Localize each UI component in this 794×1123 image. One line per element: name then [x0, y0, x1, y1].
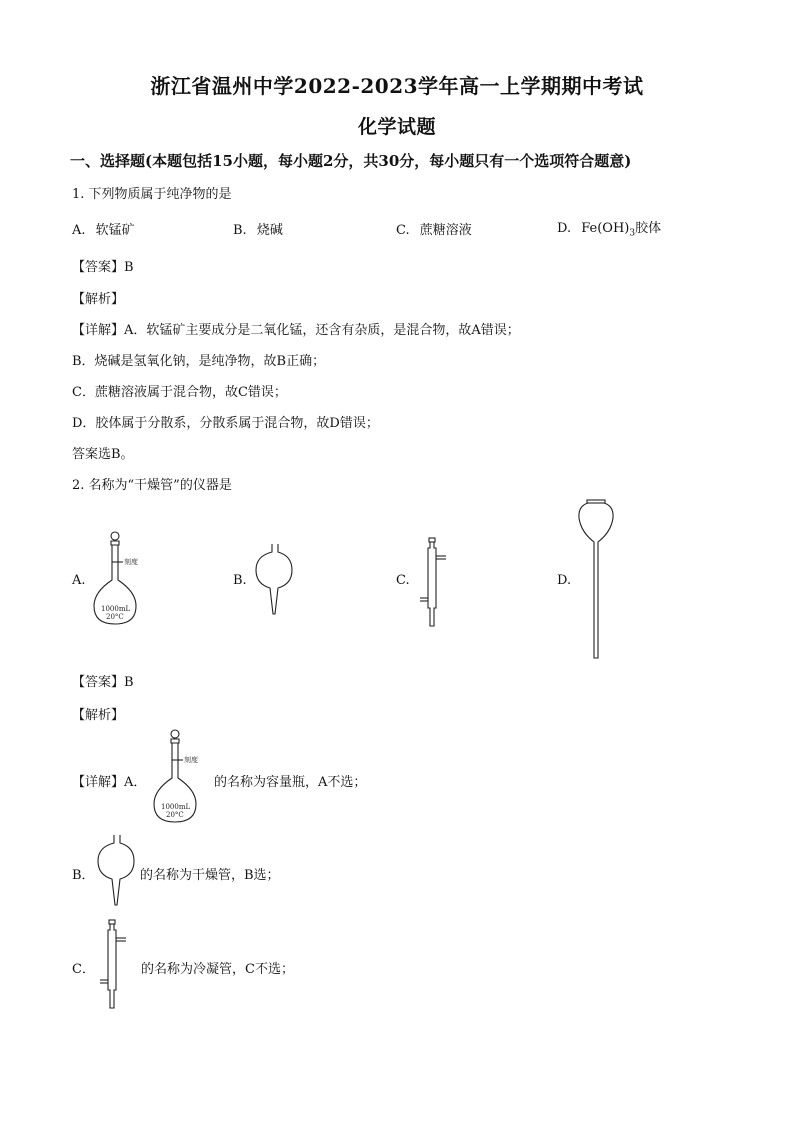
q1-option-b — [233, 219, 283, 238]
q1-detail-line: 【详解】A．软锰矿主要成分是二氧化锰，还含有杂质，是混合物，故A错误； — [72, 323, 520, 338]
flask-mark-label: 刻度 — [124, 558, 138, 566]
q1-option-a — [72, 219, 135, 238]
q2-detail-a-prefix: 【详解】A． — [72, 775, 147, 790]
option-letter: A. — [72, 223, 86, 238]
q2-option-d-letter: D. — [557, 573, 572, 588]
section-heading: 一、选择题(本题包括15小题，每小题2分，共30分，每小题只有一个选项符合题意) — [70, 152, 632, 170]
formula: Fe(OH) — [581, 221, 630, 236]
q2-option-b-letter: B. — [233, 573, 247, 588]
q1-detail-line: C．蔗糖溶液属于混合物，故C错误； — [72, 385, 287, 400]
q2-detail-a-suffix: 的名称为容量瓶，A不选； — [214, 775, 367, 790]
page-subtitle: 化学试题 — [357, 116, 436, 138]
q1-detail-line: B．烧碱是氢氧化钠，是纯净物，故B正确； — [72, 354, 326, 369]
q1-detail-line: 答案选B。 — [72, 447, 134, 462]
q2-detail-c-prefix: C． — [72, 962, 95, 977]
option-text: 软锰矿 — [95, 223, 135, 238]
drying-tube-icon — [252, 542, 302, 617]
q2-detail-b-prefix: B． — [72, 868, 95, 883]
flask-temp-label: 20°C — [166, 811, 184, 819]
volumetric-flask-icon — [150, 728, 210, 828]
q1-detail-line: D．胶体属于分散系，分散系属于混合物，故D错误； — [72, 416, 379, 431]
formula-subscript: 3 — [629, 228, 636, 239]
option-text: 蔗糖溶液 — [419, 223, 472, 238]
long-neck-funnel-icon — [575, 498, 620, 663]
volumetric-flask-icon — [90, 530, 150, 630]
option-letter: D. — [557, 221, 572, 236]
q1-analysis-label: 【解析】 — [72, 292, 125, 307]
flask-mark-label: 刻度 — [184, 756, 198, 764]
condenser-icon — [418, 536, 458, 631]
page-title: 浙江省温州中学2022-2023学年高一上学期期中考试 — [150, 74, 644, 98]
q1-option-d — [557, 217, 661, 239]
condenser-icon — [98, 918, 138, 1013]
option-letter: C. — [396, 223, 410, 238]
q2-answer: 【答案】B — [72, 675, 134, 690]
q2-option-c-letter: C. — [396, 573, 410, 588]
q2-detail-c-suffix: 的名称为冷凝管，C不选； — [141, 962, 294, 977]
q2-analysis-label: 【解析】 — [72, 708, 125, 723]
option-text: 烧碱 — [256, 223, 283, 238]
drying-tube-icon — [94, 833, 144, 908]
question-1-stem: 1. 下列物质属于纯净物的是 — [72, 187, 232, 202]
flask-volume-label: 1000mL — [161, 803, 191, 811]
flask-temp-label: 20°C — [106, 613, 124, 621]
q2-option-a-letter: A. — [72, 573, 86, 588]
option-text-tail: 胶体 — [635, 221, 662, 236]
q1-answer: 【答案】B — [72, 260, 134, 275]
flask-volume-label: 1000mL — [101, 605, 131, 613]
q1-option-c — [396, 219, 472, 238]
q2-detail-b-suffix: 的名称为干燥管，B选； — [140, 868, 280, 883]
question-2-stem: 2. 名称为“干燥管”的仪器是 — [72, 478, 232, 493]
option-text — [581, 221, 662, 239]
option-letter: B. — [233, 223, 247, 238]
